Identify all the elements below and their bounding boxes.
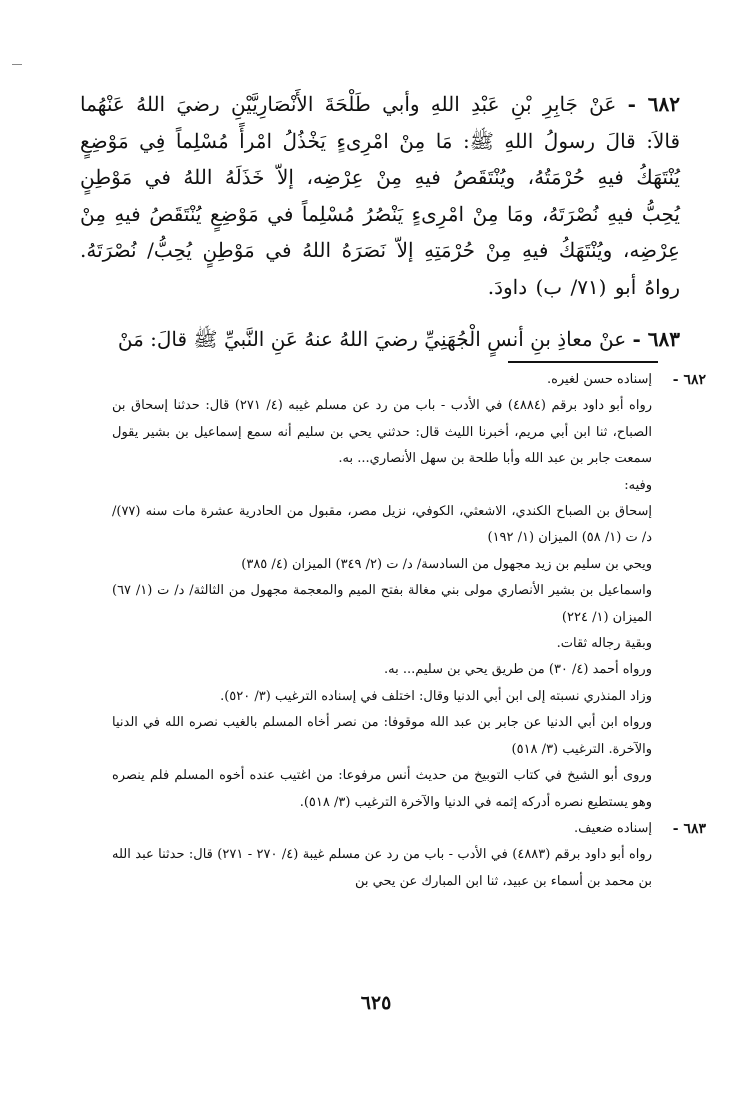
footnote-683 <box>112 816 706 895</box>
footnote-line: وبقية رجاله ثقات. <box>556 636 652 652</box>
hadith-683 <box>100 321 680 357</box>
footnote-line: ورواه ابن أبي الدنيا عن جابر بن عبد الله موقوفا: من نصر أخاه المسلم بالغيب نصره الله في الدنيا والآخرة. الترغيب (٣/ ٥١٨) <box>112 715 652 757</box>
footnote-separator <box>508 361 658 363</box>
footnote-line: وروى أبو الشيخ في كتاب التوبيخ من حديث أنس مرفوعا: من اغتيب عنده أخوه المسلم فلم ينصره وهو يستطيع نصره أدركه إثمه في الدنيا والآخرة الترغيب (٣/ ٥١٨). <box>112 768 652 810</box>
hadith-number: ٦٨٢ - <box>627 92 680 116</box>
footnote-line: رواه أبو داود برقم (٤٨٨٣) في الأدب - باب من رد عن مسلم غيبة (٤/ ٢٧٠ - ٢٧١) قال: حدثنا عبد الله بن محمد بن أسماء بن عبيد، ثنا ابن المبارك عن يحي بن <box>112 847 652 889</box>
footnote-line: إسحاق بن الصباح الكندي، الاشعثي، الكوفي، نزيل مصر، مقبول من الحادرية عشرة مات سنه (٧٧)/ د/ ت (١/ ٥٨) الميزان (١/ ١٩٢) <box>112 504 652 546</box>
footnote-line: إسناده ضعيف. <box>574 820 652 836</box>
hadith-text: عَنْ جَابِرِ بْنِ عَبْدِ اللهِ وأبي طَلْحَةَ الأَنْصَارِيَّيْنِ رضيَ اللهُ عَنْهُما قالاَ: قالَ رسولُ اللهِ ﷺ: مَا مِنْ امْرِىءٍ يَخْذُلُ امْرأً مُسْلِماً فِي مَوْضِعٍ يُنْتَهَكُ فيهِ حُرْمَتُهُ، ويُنْتَقَصُ فيهِ مِنْ عِرْضِه، إلاّ خَذَلَهُ اللهُ في مَوْطِنٍ يُحِبُّ فيهِ نُصْرَتَهُ، ومَا مِنْ امْرِىءٍ يَنْصُرُ مُسْلِماً في مَوْضِعٍ يُنْتَقَصُ فيهِ مِنْ عِرْضِه، ويُنْتَهَكُ فيهِ مِنْ حُرْمَتِهِ إلاّ نَصَرَهُ اللهُ في مَوْطِنٍ يُحِبُّ/ نُصْرَتَهُ. رواهُ أبو (٧١/ ب) داودَ. <box>80 92 680 299</box>
footnote-number: ٦٨٣ - <box>672 820 706 837</box>
footnote-line: وزاد المنذري نسبته إلى ابن أبي الدنيا وقال: اختلف في إسناده الترغيب (٣/ ٥٢٠). <box>220 688 652 704</box>
footnote-line: ويحي بن سليم بن زيد مجهول من السادسة/ د/ ت (٢/ ٣٤٩) الميزان (٤/ ٣٨٥) <box>241 556 652 572</box>
hadith-text: عنْ معاذِ بنِ أنسٍ الْجُهَنِيِّ رضيَ اللهُ عنهُ عَنِ النَّبيِّ ﷺ قالَ: مَنْ <box>117 327 627 351</box>
footnote-line: واسماعيل بن بشير الأنصاري مولى بني مغالة بفتح الميم والمعجمة مجهول من الثالثة/ د/ ت (١/ ٦٧) الميزان (١/ ٢٢٤) <box>112 583 652 625</box>
footnote-682 <box>112 367 706 816</box>
footnote-line: وفيه: <box>624 477 652 493</box>
footnotes <box>112 367 706 895</box>
page-number: ٦٢٥ <box>360 992 392 1014</box>
footnote-line: ورواه أحمد (٤/ ٣٠) من طريق يحي بن سليم... به. <box>383 662 652 678</box>
hadith-number: ٦٨٣ - <box>632 327 680 351</box>
margin-mark <box>12 64 22 65</box>
footnote-number: ٦٨٢ - <box>672 372 706 388</box>
footnote-line: رواه أبو داود برقم (٤٨٨٤) في الأدب - باب من رد عن مسلم غيبه (٤/ ٢٧١) قال: حدثنا إسحاق بن الصباح، ثنا ابن أبي مريم، أخبرنا الليث قال: حدثني يحي بن سليم أنه سمع إسماعيل بن بشير يقول سمعت جابر بن عبد الله وأبا طلحة بن سهل الأنصاري... به. <box>112 398 653 467</box>
hadith-682 <box>80 86 680 305</box>
footnote-line: إسناده حسن لغيره. <box>546 372 652 387</box>
